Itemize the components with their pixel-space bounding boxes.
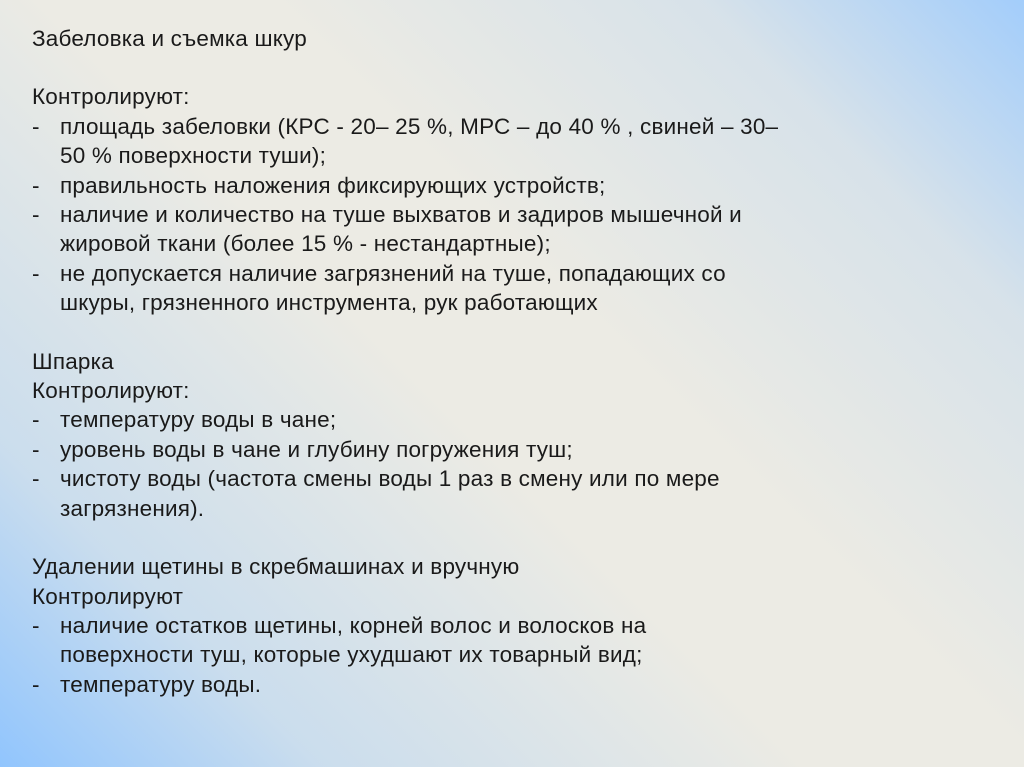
section-skinning <box>32 24 992 318</box>
list-item-line: загрязнения). <box>60 495 205 521</box>
list-item-line: шкуры, грязненного инструмента, рук работающих <box>60 290 598 316</box>
bullet-dash: - <box>32 612 40 638</box>
bullet-dash: - <box>32 172 40 198</box>
list-item <box>32 611 992 670</box>
list-item <box>32 670 992 699</box>
bullet-dash: - <box>32 407 40 433</box>
section-subtitle: Контролируют <box>32 583 184 609</box>
list-item <box>32 171 992 200</box>
list-item-line: правильность наложения фиксирующих устройств; <box>60 172 606 198</box>
section-subtitle: Контролируют: <box>32 378 190 404</box>
list-item-line: наличие и количество на туше выхватов и задиров мышечной и <box>60 202 742 228</box>
list-item-line: температуру воды. <box>60 671 262 697</box>
section-bristle-removal <box>32 552 992 699</box>
list-item <box>32 112 992 171</box>
section-title: Шпарка <box>32 348 114 374</box>
section-scalding <box>32 347 992 523</box>
list-item <box>32 435 992 464</box>
bullet-dash: - <box>32 202 40 228</box>
section-title: Забеловка и съемка шкур <box>32 26 307 51</box>
list-item-line: наличие остатков щетины, корней волос и волосков на <box>60 612 647 638</box>
list-item-line: площадь забеловки (КРС - 20– 25 %, МРС – до 40 % , свиней – 30– <box>60 113 779 139</box>
list-item-line: не допускается наличие загрязнений на туше, попадающих со <box>60 260 726 286</box>
list-item-line: жировой ткани (более 15 % - нестандартные); <box>60 231 551 257</box>
list-item-line: 50 % поверхности туши); <box>60 143 327 169</box>
list-item-line: чистоту воды (частота смены воды 1 раз в смену или по мере <box>60 466 720 492</box>
bullet-dash: - <box>32 260 40 286</box>
list-item <box>32 464 992 523</box>
bullet-dash: - <box>32 113 40 139</box>
list-item <box>32 405 992 434</box>
bullet-dash: - <box>32 671 40 697</box>
section-subtitle: Контролируют: <box>32 84 190 110</box>
bullet-dash: - <box>32 466 40 492</box>
list-item-line: уровень воды в чане и глубину погружения туш; <box>60 436 573 462</box>
list-item <box>32 200 992 259</box>
list-item <box>32 259 992 318</box>
list-item-line: поверхности туш, которые ухудшают их товарный вид; <box>60 642 643 668</box>
list-item-line: температуру воды в чане; <box>60 407 337 433</box>
section-title: Удалении щетины в скребмашинах и вручную <box>32 554 520 580</box>
slide-content <box>32 24 992 699</box>
bullet-dash: - <box>32 436 40 462</box>
